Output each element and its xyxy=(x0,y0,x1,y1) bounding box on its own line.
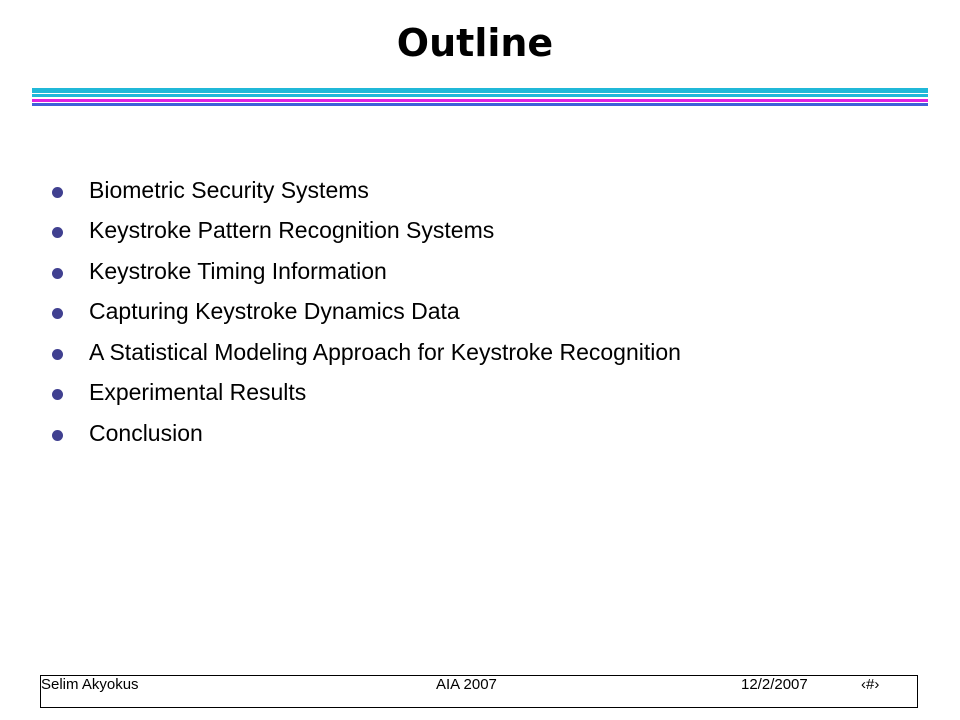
bullet-item xyxy=(52,292,681,333)
bullet-text: Keystroke Timing Information xyxy=(89,257,387,284)
bullet-icon xyxy=(52,187,63,198)
bullet-item xyxy=(52,413,681,454)
slide-footer xyxy=(40,675,918,708)
bullet-item xyxy=(52,211,681,252)
footer-conference: AIA 2007 xyxy=(436,676,497,693)
bullet-icon xyxy=(52,389,63,400)
bullet-text: Keystroke Pattern Recognition Systems xyxy=(89,217,495,244)
title-divider-magenta xyxy=(32,99,928,102)
bullet-text: Experimental Results xyxy=(89,379,307,406)
bullet-text: Biometric Security Systems xyxy=(89,176,369,203)
slide-title: Outline xyxy=(396,21,554,65)
bullet-icon xyxy=(52,430,63,441)
bullet-icon xyxy=(52,268,63,279)
title-divider-cyan-bottom xyxy=(32,94,928,97)
bullet-icon xyxy=(52,349,63,360)
bullet-item xyxy=(52,332,681,373)
footer-date: 12/2/2007 xyxy=(741,676,808,693)
bullet-text: Capturing Keystroke Dynamics Data xyxy=(89,298,460,325)
title-divider-blue xyxy=(32,103,928,106)
footer-page-number: ‹#› xyxy=(861,676,880,693)
bullet-icon xyxy=(52,308,63,319)
footer-author: Selim Akyokus xyxy=(41,676,139,693)
bullet-text: A Statistical Modeling Approach for Keystroke Recognition xyxy=(89,338,681,365)
title-divider-cyan-top xyxy=(32,88,928,93)
bullet-icon xyxy=(52,227,63,238)
bullet-item xyxy=(52,251,681,292)
bullet-item xyxy=(52,170,681,211)
bullet-text: Conclusion xyxy=(89,419,203,446)
bullet-item xyxy=(52,373,681,414)
outline-bullet-list xyxy=(52,170,681,454)
